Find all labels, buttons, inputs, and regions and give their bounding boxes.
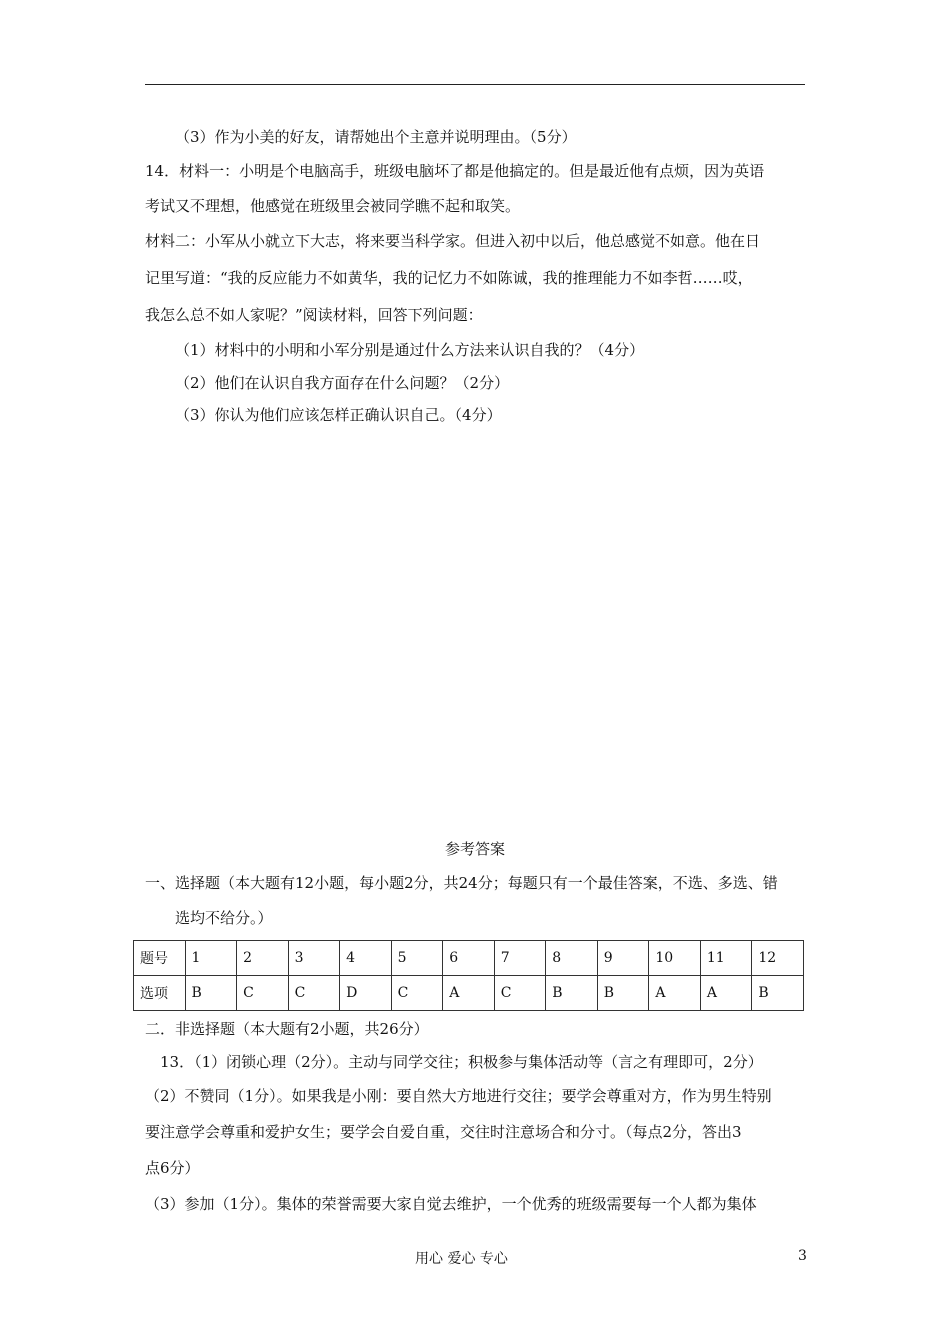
q14-material2-line1: 材料二：小军从小就立下大志，将来要当科学家。但进入初中以后，他总感觉不如意。他在日 <box>145 232 761 250</box>
table-cell: 3 <box>288 941 340 976</box>
table-cell: 5 <box>391 941 443 976</box>
q14-material1-line2: 考试又不理想，他感觉在班级里会被同学瞧不起和取笑。 <box>145 197 521 215</box>
q14-sub1: （1）材料中的小明和小军分别是通过什么方法来认识自我的？（4分） <box>175 341 645 359</box>
table-cell: A <box>443 976 495 1011</box>
section1-heading-line2: 选均不给分。） <box>175 909 273 927</box>
table-cell: A <box>700 976 752 1011</box>
table-cell: 2 <box>237 941 289 976</box>
q14-sub3: （3）你认为他们应该怎样正确认识自己。（4分） <box>175 406 502 424</box>
answer-13-part1: 13．（1）闭锁心理（2分）。主动与同学交往；积极参与集体活动等（言之有理即可，2分） <box>160 1053 763 1071</box>
answer-13-part2-line1: （2）不赞同（1分）。如果我是小刚：要自然大方地进行交往；要学会尊重对方，作为男生特别 <box>145 1087 772 1105</box>
table-cell: D <box>340 976 392 1011</box>
table-cell: 7 <box>494 941 546 976</box>
table-cell: 11 <box>700 941 752 976</box>
table-cell: 10 <box>649 941 701 976</box>
footer-motto: 用心 爱心 专心 <box>415 1251 508 1267</box>
table-row <box>134 976 804 1011</box>
table-cell: B <box>752 976 804 1011</box>
answers-title: 参考答案 <box>444 840 505 858</box>
table-cell: A <box>649 976 701 1011</box>
q14-sub2: （2）他们在认识自我方面存在什么问题？（2分） <box>175 374 510 392</box>
section2-heading: 二．非选择题（本大题有2小题，共26分） <box>145 1020 429 1038</box>
table-cell: 6 <box>443 941 495 976</box>
answer-13-part2-line2: 要注意学会尊重和爱护女生；要学会自爱自重，交往时注意场合和分寸。（每点2分，答出3 <box>145 1123 742 1141</box>
page-number: 3 <box>798 1248 807 1264</box>
q14-material2-line2: 记里写道：“我的反应能力不如黄华，我的记忆力不如陈诚，我的推理能力不如李哲……哎， <box>145 269 753 287</box>
table-cell: 12 <box>752 941 804 976</box>
table-cell: C <box>237 976 289 1011</box>
q14-material1-line1: 14．材料一：小明是个电脑高手，班级电脑坏了都是他搞定的。但是最近他有点烦，因为英语 <box>145 162 765 180</box>
section1-heading-line1: 一、选择题（本大题有12小题，每小题2分，共24分；每题只有一个最佳答案，不选、多选、错 <box>145 874 778 892</box>
table-cell: 1 <box>185 941 237 976</box>
table-cell: 8 <box>546 941 598 976</box>
table-cell: 9 <box>597 941 649 976</box>
answer-table <box>133 940 804 1011</box>
header-rule <box>145 84 805 85</box>
answer-13-part2-line3: 点6分） <box>145 1159 200 1177</box>
table-cell: 4 <box>340 941 392 976</box>
table-cell: C <box>288 976 340 1011</box>
answer-13-part3-line1: （3）参加（1分）。集体的荣誉需要大家自觉去维护，一个优秀的班级需要每一个人都为集体 <box>145 1195 757 1213</box>
table-cell: C <box>494 976 546 1011</box>
table-cell: 题号 <box>134 941 186 976</box>
table-cell: B <box>185 976 237 1011</box>
q14-material2-line3: 我怎么总不如人家呢？”阅读材料，回答下列问题： <box>145 306 483 324</box>
table-cell: B <box>597 976 649 1011</box>
table-cell: B <box>546 976 598 1011</box>
table-cell: C <box>391 976 443 1011</box>
table-row <box>134 941 804 976</box>
table-cell: 选项 <box>134 976 186 1011</box>
q13-sub3: （3）作为小美的好友，请帮她出个主意并说明理由。（5分） <box>175 128 577 146</box>
